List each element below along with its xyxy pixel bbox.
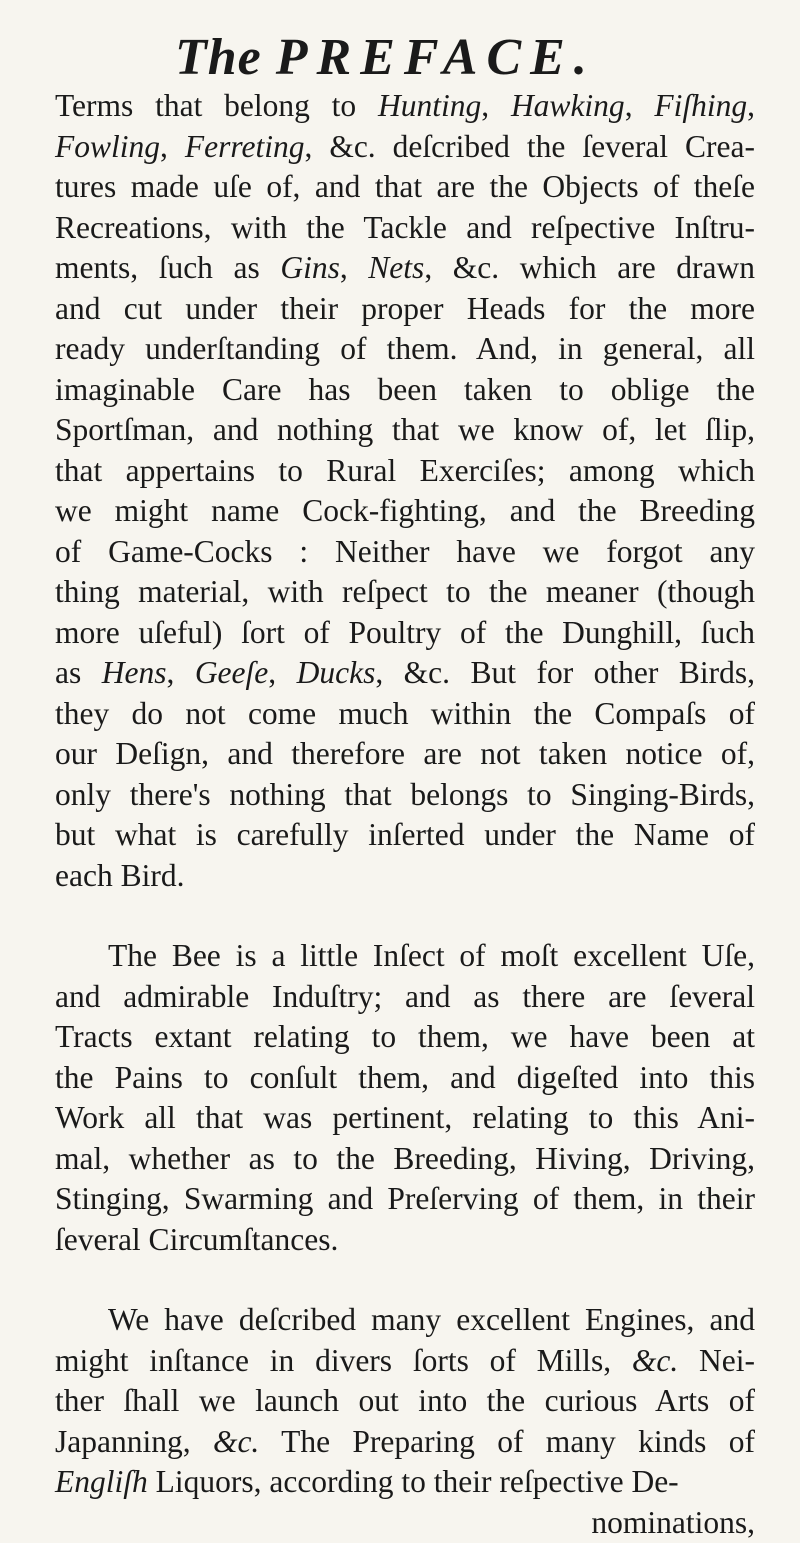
text-run: , <box>625 88 655 123</box>
italic-text: Hawking <box>511 88 625 123</box>
text-run: and admirable Induſtry; and as there are ſeveral <box>55 979 755 1014</box>
text-line <box>55 977 755 1018</box>
running-head-prefix: The <box>175 29 262 86</box>
text-run: , &c. deſcribed the ſeveral Crea- <box>304 129 755 164</box>
text-run: , <box>160 129 185 164</box>
text-line <box>55 208 755 249</box>
text-run: , <box>166 655 194 690</box>
text-run: Recreations, with the Tackle and reſpective Inſtru- <box>55 210 755 245</box>
text-line <box>55 1017 755 1058</box>
text-run: The Bee is a little Inſect of moſt excellent Uſe, <box>108 938 755 973</box>
text-line <box>55 86 755 127</box>
text-run: , &c. which are drawn <box>424 250 755 285</box>
text-line <box>55 856 755 897</box>
text-line <box>55 127 755 168</box>
text-run: tures made uſe of, and that are the Objects of theſe <box>55 169 755 204</box>
text-run: and cut under their proper Heads for the more <box>55 291 755 326</box>
text-line <box>55 694 755 735</box>
italic-text: Fowling <box>55 129 160 164</box>
italic-text: Gins <box>280 250 340 285</box>
italic-text: &c. <box>213 1424 259 1459</box>
text-run: ready underſtanding of them. And, in general, all <box>55 331 755 366</box>
text-line <box>55 451 755 492</box>
text-run: imaginable Care has been taken to oblige the <box>55 372 755 407</box>
paragraph-gap <box>55 1260 755 1300</box>
text-line <box>55 167 755 208</box>
text-run: only there's nothing that belongs to Singing-Birds, <box>55 777 755 812</box>
text-run: Japanning, <box>55 1424 213 1459</box>
text-run: , <box>268 655 296 690</box>
text-line <box>55 1058 755 1099</box>
text-run: ſeveral Circumſtances. <box>55 1222 338 1257</box>
text-run: , <box>481 88 511 123</box>
italic-text: Hens <box>102 655 167 690</box>
text-run: , <box>340 250 368 285</box>
text-run: The Preparing of many kinds of <box>259 1424 755 1459</box>
italic-text: Nets <box>368 250 424 285</box>
italic-text: Ferreting <box>185 129 305 164</box>
text-run: Work all that was pertinent, relating to this Ani- <box>55 1100 755 1135</box>
text-run: , <box>747 88 755 123</box>
text-run: Tracts extant relating to them, we have been at <box>55 1019 755 1054</box>
text-run: Nei- <box>678 1343 755 1378</box>
text-line <box>55 1341 755 1382</box>
text-line <box>55 329 755 370</box>
preface-body <box>55 86 755 1543</box>
text-run: but what is carefully inſerted under the Name of <box>55 817 755 852</box>
italic-text: &c. <box>632 1343 678 1378</box>
text-run: ments, ſuch as <box>55 250 280 285</box>
text-line <box>55 1300 755 1341</box>
text-run: that appertains to Rural Exerciſes; among which <box>55 453 755 488</box>
text-run: the Pains to conſult them, and digeſted into this <box>55 1060 755 1095</box>
text-run: Terms that belong to <box>55 88 378 123</box>
text-line <box>55 572 755 613</box>
text-run: our Deſign, and therefore are not taken notice of, <box>55 736 755 771</box>
text-line <box>55 248 755 289</box>
italic-text: Hunting <box>378 88 481 123</box>
text-line <box>55 734 755 775</box>
text-run: ther ſhall we launch out into the curious Arts of <box>55 1383 755 1418</box>
text-line <box>55 370 755 411</box>
text-run: as <box>55 655 102 690</box>
text-line <box>55 936 755 977</box>
text-line <box>55 532 755 573</box>
paragraph <box>55 86 755 896</box>
paragraph <box>55 1300 755 1503</box>
text-run: Liquors, according to their reſpective De- <box>148 1464 679 1499</box>
text-line <box>55 815 755 856</box>
text-run: more uſeful) ſort of Poultry of the Dunghill, ſuch <box>55 615 755 650</box>
text-line <box>55 289 755 330</box>
text-line <box>55 1462 755 1503</box>
text-line <box>55 1381 755 1422</box>
text-run: we might name Cock-fighting, and the Breeding <box>55 493 755 528</box>
text-run: each Bird. <box>55 858 184 893</box>
text-line <box>55 491 755 532</box>
italic-text: Ducks <box>297 655 376 690</box>
italic-text: Engliſh <box>55 1464 148 1499</box>
text-run: thing material, with reſpect to the meaner (though <box>55 574 755 609</box>
catchword: nominations, <box>55 1503 755 1543</box>
text-run: Sportſman, and nothing that we know of, let ſlip, <box>55 412 755 447</box>
text-run: of Game-Cocks : Neither have we forgot any <box>55 534 755 569</box>
text-run: mal, whether as to the Breeding, Hiving, Driving, <box>55 1141 755 1176</box>
text-line <box>55 653 755 694</box>
italic-text: Fiſhing <box>654 88 747 123</box>
text-line <box>55 1098 755 1139</box>
running-head-title: PREFACE. <box>276 29 596 86</box>
running-head <box>175 28 596 88</box>
text-line <box>55 613 755 654</box>
text-run: might inſtance in divers ſorts of Mills, <box>55 1343 632 1378</box>
text-line <box>55 1179 755 1220</box>
text-run: they do not come much within the Compaſs of <box>55 696 755 731</box>
text-line <box>55 1220 755 1261</box>
text-run: We have deſcribed many excellent Engines, and <box>108 1302 755 1337</box>
text-line <box>55 410 755 451</box>
text-line <box>55 1139 755 1180</box>
text-line <box>55 775 755 816</box>
text-run: , &c. But for other Birds, <box>375 655 755 690</box>
text-run: Stinging, Swarming and Preſerving of them, in their <box>55 1181 755 1216</box>
italic-text: Geeſe <box>195 655 268 690</box>
paragraph <box>55 936 755 1260</box>
paragraph-gap <box>55 896 755 936</box>
text-line <box>55 1422 755 1463</box>
